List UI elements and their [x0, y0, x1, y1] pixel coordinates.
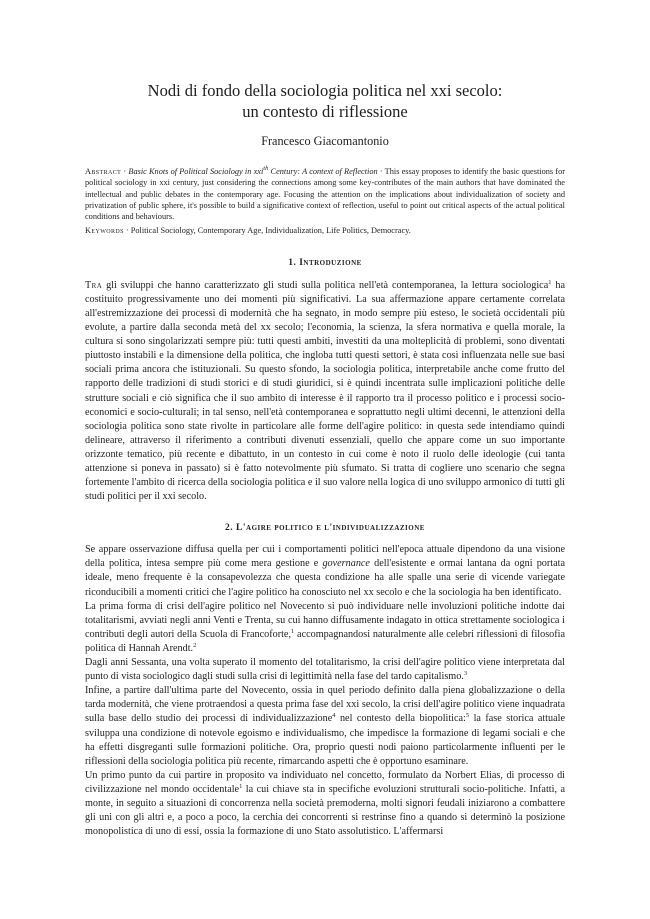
paper-title — [85, 0, 565, 122]
abstract-title-post: Century: A context of Reflection — [268, 167, 378, 176]
footnote-ref: 1 — [291, 627, 295, 635]
dropword: Tra — [85, 279, 103, 291]
abstract — [85, 166, 565, 222]
footnote-ref: 4 — [332, 712, 336, 720]
footnote-ref: 1 — [239, 782, 243, 790]
keywords-body: · Political Sociology, Contemporary Age, Individualization, Life Politics, Democracy. — [123, 226, 411, 236]
keywords-label: Keywords — [85, 226, 124, 236]
s2p1-text-b: dell'esistente e ormai lantana da ogni portata ideale, meno frequente è la consapevolezza che questa condizione ha alle spalle una serie di vicende variegate riconducibili a momenti critici che l'agire politico ha conosciuto nel xx secolo e che la sociologia ha ben identificato. — [85, 558, 565, 598]
s2p1-text-a: Se appare osservazione diffusa quella per cui i comportamenti politici nell'epoca attuale dipendono da una visione della politica, intesa sempre più come mera gestione e — [85, 544, 565, 570]
keywords — [85, 225, 565, 236]
author-name: Francesco Giacomantonio — [261, 134, 389, 148]
section-2-paragraph-3 — [85, 656, 565, 684]
section-2-paragraph-4 — [85, 684, 565, 769]
title-line-1: Nodi di fondo della sociologia politica nel xxi secolo: — [147, 81, 503, 100]
section-2-heading: 2. L'agire politico e l'individualizzazione — [225, 523, 425, 534]
s2p3-text-a: Dagli anni Sessanta, una volta superato il momento del totalitarismo, la crisi dell'agire politico viene interpretata dal punto di vista sociologico dagli studi sulla crisi di legittimità nella fase del tardo capitalismo. — [85, 657, 565, 683]
s2p2-text-b: accompagnandosi naturalmente alle celebri riflessioni di filosofia politica di Hannah Arendt. — [85, 628, 565, 654]
section-1-paragraph — [85, 279, 565, 505]
section-2-paragraph-5 — [85, 769, 565, 839]
s1-text-b: ha costituito progressivamente uno dei momenti più significativi. La sua affermazione appare certamente correlata all'estremizzazione dei processi di modernità che ha segnato, in modo sempre più esteso, le società occidentali più evolute, a partire dalla seconda metà del xx secolo; l'economia, la scienza, la sfera normativa e quella morale, la cultura si sono singolarizzati sempre più: tutti questi ambiti, investiti da una molteplicità di problemi, sono diventati piuttosto instabili e la dimensione della politica, che ingloba tutti questi settori, è stata così influenzata nelle sue basi sociali prima ancora che istituzionali. Su questo sfondo, la sociologia politica, interpretabile anche come frutto del rapporto delle tradizioni di studi storici e di studi giuridici, si è quindi incentrata sulle implicazioni politiche delle strutture sociali e ciò significa che il suo ambito di interesse è il rapporto tra il processo politico e i processi socio-economici e socio-culturali; in tal senso, nell'età contemporanea e soprattutto negli ultimi decenni, le attenzioni della sociologia politica sono state rivolte in particolare alle forme dell'agire politico: in questa sede intendiamo quindi delineare, attraverso il riferimento a contributi divenuti essenziali, quello che appare come un suo importante orizzonte tematico, più recente e dibattuto, in un contesto in cui come è noto il ruolo delle ideologie (cui tanta attenzione si poneva in passato) si è fatto notevolmente più sfumato. Si tratta di cogliere uno scenario che segna fortemente l'ambito di ricerca della sociologia politica e il suo valore nella logica di uno sviluppo armonico di tutti gli studi politici per il xxi secolo. — [85, 279, 565, 503]
s2p5-text-b: la cui chiave sta in specifiche evoluzioni strutturali socio-politiche. Infatti, a monte, in seguito a situazioni di concorrenza nella società premoderna, molti signori feudali iniziarono a combattere gli uni con gli altri e, a poco a poco, la cerchia dei concorrenti si restrinse fino a quando si determinò la posizione monopolistica di uno di essi, ossia la formazione di uno Stato assolutistico. L'affermarsi — [85, 783, 565, 838]
s1-text-a: gli sviluppi che hanno caratterizzato gli studi sulla politica nell'età contemporanea, la lettura sociologica — [102, 279, 549, 291]
section-1-heading: 1. Introduzione — [288, 257, 362, 268]
footnote-ref: 1 — [548, 278, 552, 286]
title-line-2: un contesto di riflessione — [242, 102, 408, 121]
s2p4-text-b: nel contesto della biopolitica: — [335, 713, 466, 725]
abstract-title-sup: th — [263, 165, 269, 172]
s2p2-text-a: La prima forma di crisi dell'agire politico nel Novecento si può individuare nelle involuzioni politiche indotte dai totalitarismi, avviati negli anni Venti e Trenta, su cui hanno diffusamente indagato in ottica strettamente sociologica i contributi degli autori della Scuola di Francoforte, — [85, 600, 565, 640]
abstract-title-pre: Basic Knots of Political Sociology in xxi — [128, 167, 264, 176]
abstract-label: Abstract — [85, 167, 122, 176]
abstract-english-title — [128, 167, 377, 176]
s2p4-text-a: Infine, a partire dall'ultima parte del Novecento, ossia in quel periodo definito dalla piena globalizzazione o della tarda modernità, che viene protraendosi a questa prima fase del xxi secolo, la crisi dell'agire politico viene inquadrata sulla base dello studio dei processi di individualizzazione — [85, 685, 565, 725]
s2p1-italic: governance — [322, 558, 370, 570]
footnote-ref: 2 — [193, 641, 197, 649]
footnote-ref: 3 — [463, 670, 468, 678]
section-2-paragraph-2 — [85, 600, 565, 656]
abstract-separator: · — [121, 167, 129, 176]
s2p4-text-c: la fase storica attuale sviluppa una condizione di notevole egoismo e individualismo, che impedisce la formazione di legami sociali e che ha effetti disgreganti sulle formazioni politiche. Ora, proprio questi nodi paiono particolarmente influenti per le riflessioni della sociologia politica più recente, rimarcando aspetti che è opportuno esaminare. — [85, 713, 565, 767]
footnote-ref: 5 — [465, 712, 470, 720]
s2p5-text-a: Un primo punto da cui partire in proposito va individuato nel concetto, formulato da Norbert Elias, di processo di civilizzazione nel mondo occidentale — [85, 769, 565, 795]
section-2-paragraph-1 — [85, 543, 565, 599]
abstract-body: · This essay proposes to identify the basic questions for political sociology in xxi century, just considering the connections among some key-contributes of the main authors that have dominated the intellectual and public debates in the contemporary age. Focusing the attention on the implications about individualization of society and privatization of public sphere, it's possible to build a significative context of reflection, useful to point out critical aspects of the actual political conditions and behaviours. — [85, 167, 565, 222]
